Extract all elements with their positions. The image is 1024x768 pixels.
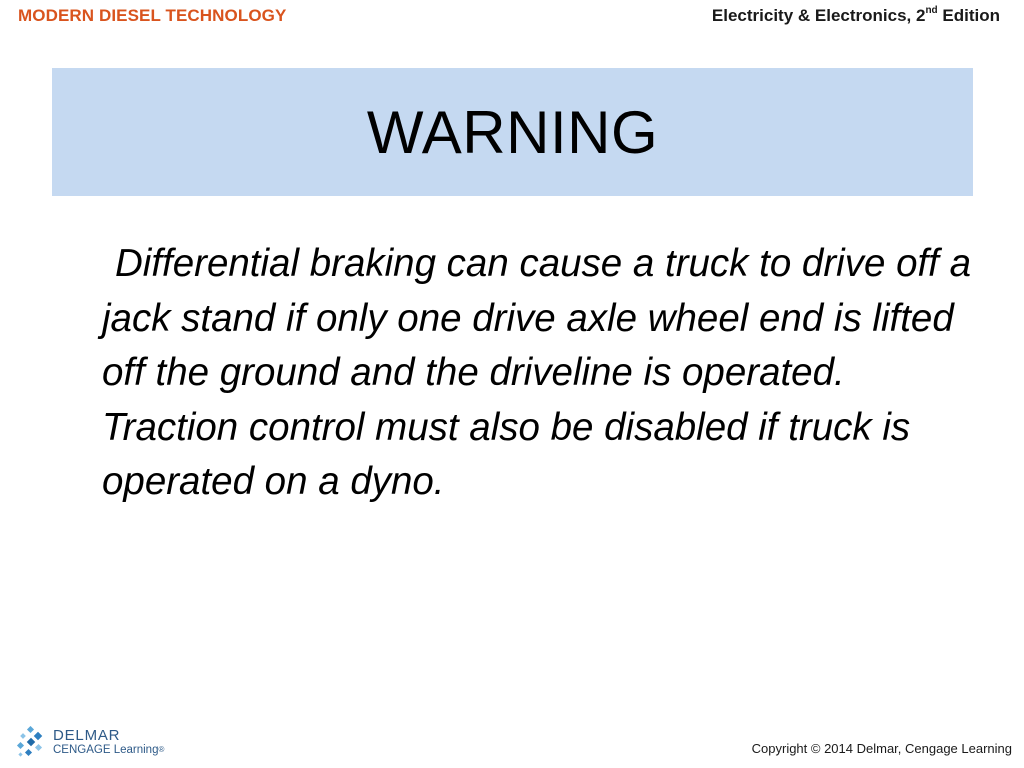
slide-title: WARNING [366, 98, 659, 166]
logo-tm-mark: ® [158, 745, 165, 754]
series-title: MODERN DIESEL TECHNOLOGY [18, 6, 287, 25]
copyright-notice: Copyright © 2014 Delmar, Cengage Learning [751, 741, 1012, 756]
book-title [712, 6, 1000, 26]
logo-name: DELMAR [53, 727, 121, 744]
delmar-cengage-logo [16, 724, 186, 764]
book-title-sup: nd [925, 5, 938, 17]
book-title-main: Electricity & Electronics, 2 [711, 6, 926, 25]
title-band [52, 68, 973, 196]
logo-subtitle-text: CENGAGE Learning [53, 744, 159, 756]
logo-subtitle [53, 744, 164, 756]
book-title-end: Edition [937, 6, 1000, 25]
delmar-logo-mark-icon [16, 726, 46, 760]
slide-body-text: Differential braking can cause a truck to drive off a jack stand if only one drive axle wheel end is lifted off the ground and the driveline is operated. Traction control must also be disabled if truck is operated on a dyno. [102, 242, 971, 504]
